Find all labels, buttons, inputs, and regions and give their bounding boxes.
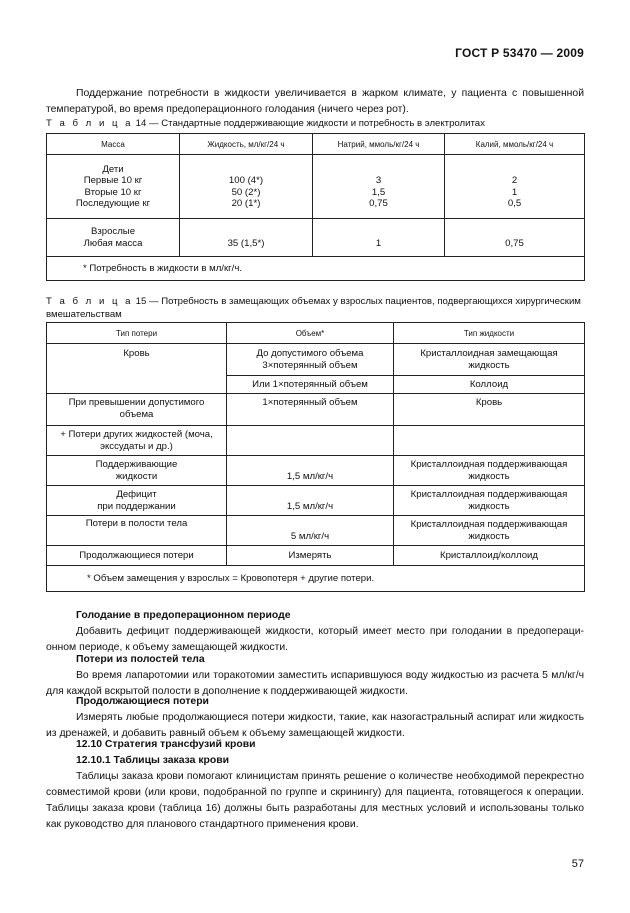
table14-cell: 3 — [375, 175, 382, 186]
table15-text: 3×потерянный объем — [262, 359, 358, 371]
table15-text: При превышении допустимого — [68, 397, 205, 408]
table15-cell: Измерять — [227, 546, 394, 566]
table15-text: + Потери других жидкостей (моча, — [60, 429, 213, 440]
table14-caption-text: 14 — Стандартные поддерживающие жидкости и потребность в электролитах — [132, 118, 485, 129]
table15-cell — [394, 426, 585, 456]
table15-text: Кристаллоидная замещающая — [420, 348, 558, 359]
table14-header-row — [47, 134, 585, 155]
table15-text: Кристаллоидная поддерживающая — [410, 489, 568, 500]
document-header: ГОСТ Р 53470 — 2009 — [455, 46, 584, 60]
table-row — [47, 516, 585, 546]
heading-12-10: 12.10 Стратегия трансфузий крови — [76, 739, 256, 750]
table14-cell: 100 (4*) — [228, 175, 264, 186]
table14-children-label: Дети — [102, 163, 124, 175]
paragraph-blood-order: Таблицы заказа крови помогают клиницистам принять решение о количестве необходимой перекрестно совместимой крови (или крови, подобранной по группе и скринингу) для пациента, готовящегося к операции. Таблицы заказа крови (таблица 16) должны быть разработаны для местных условий и использованы только как руководство для планового стандартного применения крови. — [46, 771, 584, 830]
table14-adults-sodium — [313, 219, 445, 257]
table15-caption — [46, 295, 584, 321]
table14-adults-row — [47, 219, 585, 257]
table15-text: До допустимого объема — [256, 348, 364, 359]
table14-caption — [46, 117, 584, 130]
table14-children-sodium — [313, 155, 445, 219]
paragraph-fasting: Добавить дефицит поддерживающей жидкости, который имеет место при голодании в предоперационном периоде, к объему замещающей жидкости. — [46, 626, 584, 653]
table14-children-potassium — [445, 155, 585, 219]
table15-cell — [47, 394, 227, 426]
table15-caption-text: 15 — Потребность в замещающих объемах у взрослых пациентов, подвергающихся хирургическим вмешательствам — [46, 296, 581, 320]
table15-cell — [227, 344, 394, 376]
table15-cell — [227, 426, 394, 456]
table14-header-mass: Масса — [47, 134, 180, 155]
paragraph-cavity: Во время лапаротомии или торакотомии заместить испарившуюся воду жидкостью из расчета 5 мл/кг/ч для каждой вскрытой полости в дополнение к поддерживающей жидкости. — [46, 670, 584, 697]
table-14 — [46, 133, 585, 281]
heading-fasting: Голодание в предоперационном периоде — [76, 610, 291, 621]
table15-text: при поддержании — [97, 500, 176, 512]
table14-children-mass — [47, 155, 180, 219]
table15-cell: Или 1×потерянный объем — [227, 376, 394, 394]
table15-caption-prefix: Т а б л и ц а — [46, 296, 133, 307]
table15-text: Поддерживающие — [95, 459, 178, 470]
table15-text: объема — [119, 408, 154, 420]
table14-cell: Последующие кг — [75, 198, 151, 209]
table15-text: жидкость — [468, 500, 510, 512]
table15-cell — [394, 344, 585, 376]
table15-cell — [47, 486, 227, 516]
table15-cell — [394, 516, 585, 546]
table15-note: * Объем замещения у взрослых = Кровопотеря + другие потери. — [47, 566, 585, 592]
table-row — [47, 546, 585, 566]
table14-cell: 1 — [511, 186, 518, 198]
intro-paragraph: Поддержание потребности в жидкости увеличивается в жарком климате, у пациента с повышенной температурой, во время предоперационного голодания (ничего через рот). — [46, 88, 584, 115]
table15-text: Кристаллоидная поддерживающая — [410, 459, 568, 470]
page-number: 57 — [571, 858, 584, 870]
table15-header-loss: Тип потери — [47, 323, 227, 344]
table14-cell: Первые 10 кг — [83, 175, 143, 186]
table14-cell: Вторые 10 кг — [84, 186, 142, 198]
table14-cell: 20 (1*) — [231, 198, 261, 209]
table15-cell: 1×потерянный объем — [227, 394, 394, 426]
table15-cell: Кровь — [394, 394, 585, 426]
table14-header-fluid: Жидкость, мл/кг/24 ч — [180, 134, 313, 155]
table15-cell: 1,5 мл/кг/ч — [227, 456, 394, 486]
table15-cell — [47, 456, 227, 486]
table14-header-potassium: Калий, ммоль/кг/24 ч — [445, 134, 585, 155]
heading-12-10-1: 12.10.1 Таблицы заказа крови — [76, 755, 229, 766]
table-row — [47, 486, 585, 516]
table15-header-volume: Объем* — [227, 323, 394, 344]
table14-caption-prefix: Т а б л и ц а — [46, 118, 133, 129]
table15-text: Дефицит — [116, 489, 157, 500]
table14-children-fluid — [180, 155, 313, 219]
table15-text: жидкости — [115, 470, 158, 482]
table15-cell: 1,5 мл/кг/ч — [227, 486, 394, 516]
table15-header-row — [47, 323, 585, 344]
table-15 — [46, 322, 585, 592]
table14-cell: Любая масса — [83, 237, 143, 249]
paragraph-ongoing: Измерять любые продолжающиеся потери жидкости, такие, как назогастральный аспират или жидкость из дренажей, и добавить равный объем к объему замещающей жидкости. — [46, 712, 584, 739]
table15-text: жидкость — [468, 359, 510, 371]
table15-cell: Кристаллоид/коллоид — [394, 546, 585, 566]
table14-cell: 1,5 — [371, 186, 386, 198]
table14-children-row — [47, 155, 585, 219]
table14-cell: 1 — [375, 237, 382, 249]
table15-cell: Продолжающиеся потери — [47, 546, 227, 566]
table15-cell: Коллоид — [394, 376, 585, 394]
table15-blood: Кровь — [47, 344, 227, 394]
table14-cell: 2 — [511, 175, 518, 186]
table-row — [47, 394, 585, 426]
table14-note-row — [47, 257, 585, 281]
heading-ongoing: Продолжающиеся потери — [76, 696, 209, 707]
table15-cell: 5 мл/кг/ч — [227, 516, 394, 546]
table-row — [47, 426, 585, 456]
table14-cell: 0,5 — [507, 198, 522, 209]
table14-cell: 50 (2*) — [231, 186, 261, 198]
table15-cell — [394, 486, 585, 516]
heading-cavity: Потери из полостей тела — [76, 654, 205, 665]
table-row — [47, 456, 585, 486]
table15-text: жидкость — [468, 530, 510, 542]
table14-adults-fluid — [180, 219, 313, 257]
table15-text: экссудаты и др.) — [100, 440, 173, 452]
table14-cell: 0,75 — [369, 198, 388, 209]
table15-note-row — [47, 566, 585, 592]
table15-cell — [394, 456, 585, 486]
table14-cell: 35 (1,5*) — [227, 237, 265, 249]
table15-text: Кристаллоидная поддерживающая — [410, 519, 568, 530]
table15-cell: Потери в полости тела — [47, 516, 227, 546]
table14-note: * Потребность в жидкости в мл/кг/ч. — [47, 257, 585, 281]
table15-cell — [47, 426, 227, 456]
table14-cell: 0,75 — [505, 237, 524, 249]
table14-adults-mass — [47, 219, 180, 257]
table-row — [47, 344, 585, 376]
table15-text: жидкость — [468, 470, 510, 482]
table14-header-sodium: Натрий, ммоль/кг/24 ч — [313, 134, 445, 155]
table14-adults-potassium — [445, 219, 585, 257]
table15-header-fluid: Тип жидкости — [394, 323, 585, 344]
table14-adults-label: Взрослые — [90, 226, 136, 237]
